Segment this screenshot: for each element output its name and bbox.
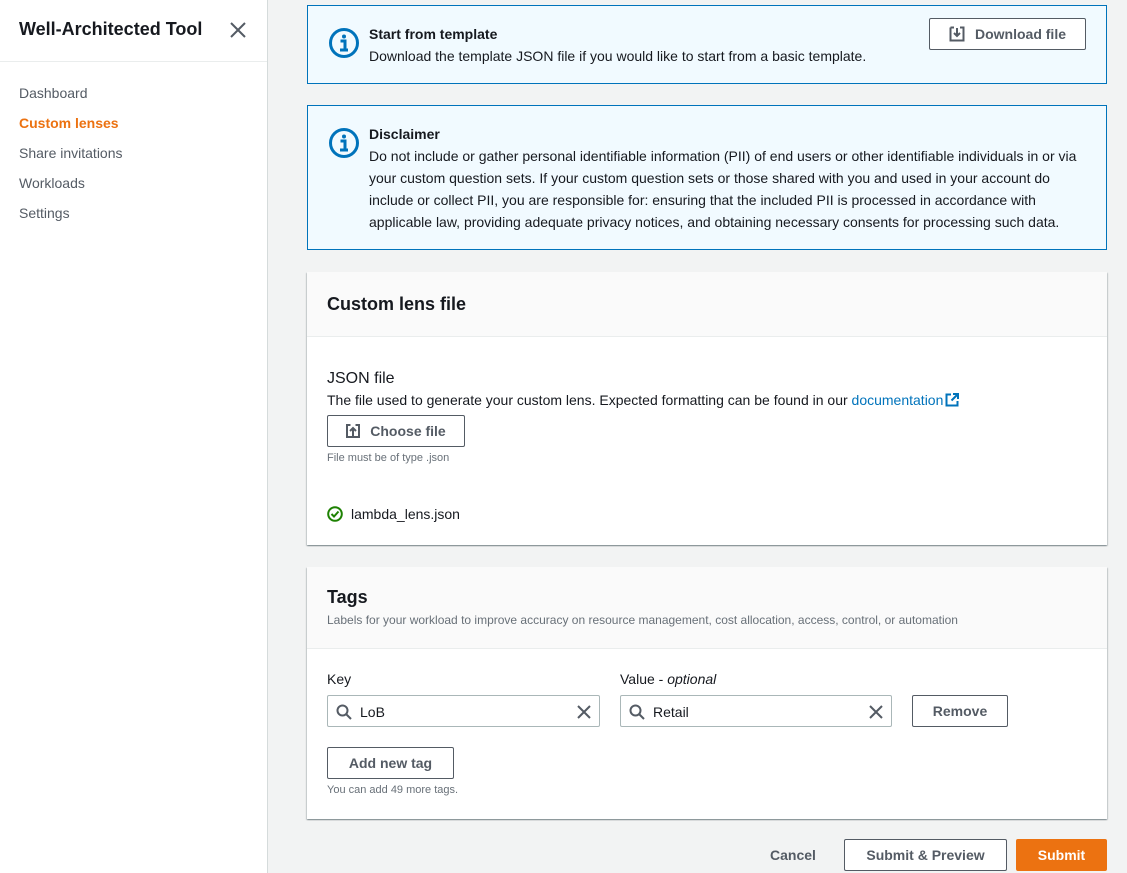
tag-key-value[interactable]: LoB: [360, 704, 385, 720]
tags-description: Labels for your workload to improve accuracy on resource management, cost allocation, access, control, or automation: [327, 613, 958, 627]
side-navigation: [0, 0, 268, 873]
sidebar-header: [0, 0, 267, 62]
tag-value-value[interactable]: Retail: [653, 704, 689, 720]
tag-key-input[interactable]: [327, 695, 600, 727]
submit-preview-button[interactable]: Submit & Preview: [844, 839, 1007, 871]
external-link-icon: [945, 393, 959, 407]
cancel-button[interactable]: Cancel: [770, 847, 816, 863]
tag-value-label: [620, 671, 716, 687]
sidebar-title[interactable]: Well-Architected Tool: [19, 19, 203, 39]
download-file-label: Download file: [975, 26, 1066, 42]
info-icon: [328, 127, 360, 159]
custom-lens-file-heading: Custom lens file: [327, 294, 467, 314]
clear-icon[interactable]: [575, 703, 593, 721]
template-alert-body: Download the template JSON file if you would like to start from a basic template.: [369, 48, 867, 64]
tag-value-optional: optional: [667, 671, 717, 687]
tag-value-input[interactable]: [620, 695, 892, 727]
tag-value-label-text: Value -: [620, 671, 668, 687]
sidebar-nav: [19, 82, 123, 232]
documentation-link-label: documentation: [851, 392, 944, 408]
tags-panel: [307, 567, 1107, 819]
file-type-constraint: File must be of type .json: [327, 452, 450, 464]
search-icon: [336, 704, 352, 720]
json-file-label: JSON file: [327, 370, 395, 387]
tags-heading: Tags: [327, 587, 368, 607]
template-alert-title: Start from template: [369, 26, 498, 42]
documentation-link[interactable]: [852, 392, 960, 408]
upload-icon: [346, 424, 360, 438]
close-icon[interactable]: [228, 20, 248, 40]
add-new-tag-button[interactable]: Add new tag: [327, 747, 454, 779]
remove-tag-button[interactable]: Remove: [912, 695, 1008, 727]
disclaimer-title: Disclaimer: [369, 126, 440, 142]
tag-key-label: Key: [327, 671, 352, 687]
custom-lens-file-panel: [307, 272, 1107, 545]
download-icon: [949, 26, 965, 42]
sidebar-item-workloads[interactable]: Workloads: [19, 175, 85, 191]
json-file-description-text: The file used to generate your custom lens. Expected formatting can be found in our: [327, 392, 848, 408]
uploaded-file-name: lambda_lens.json: [351, 506, 460, 522]
template-alert: [307, 5, 1107, 84]
tags-remaining: You can add 49 more tags.: [327, 784, 459, 796]
download-file-button[interactable]: [929, 18, 1086, 50]
success-check-icon: [327, 506, 343, 522]
choose-file-label: Choose file: [370, 423, 446, 439]
custom-lens-file-header: [307, 272, 1107, 337]
sidebar-item-dashboard[interactable]: Dashboard: [19, 85, 88, 101]
submit-button[interactable]: Submit: [1016, 839, 1107, 871]
choose-file-button[interactable]: [327, 415, 465, 447]
sidebar-item-settings[interactable]: Settings: [19, 205, 70, 221]
json-file-description: [327, 392, 959, 408]
info-icon: [328, 27, 360, 59]
sidebar-item-share-invitations[interactable]: Share invitations: [19, 145, 123, 161]
clear-icon[interactable]: [867, 703, 885, 721]
sidebar-item-custom-lenses[interactable]: Custom lenses: [19, 115, 119, 131]
disclaimer-alert: [307, 105, 1107, 250]
tags-header: [307, 567, 1107, 649]
disclaimer-body: Do not include or gather personal identifiable information (PII) of end users or other identifiable individuals in or via your custom question sets. If your custom question sets or those shared with you and used in your account do include or collect PII, you are responsible for: ensuring that the included PII is processed in accordance with applicable law, providing adequate privacy notices, and obtaining necessary consents for processing such data.: [369, 148, 1077, 230]
search-icon: [629, 704, 645, 720]
